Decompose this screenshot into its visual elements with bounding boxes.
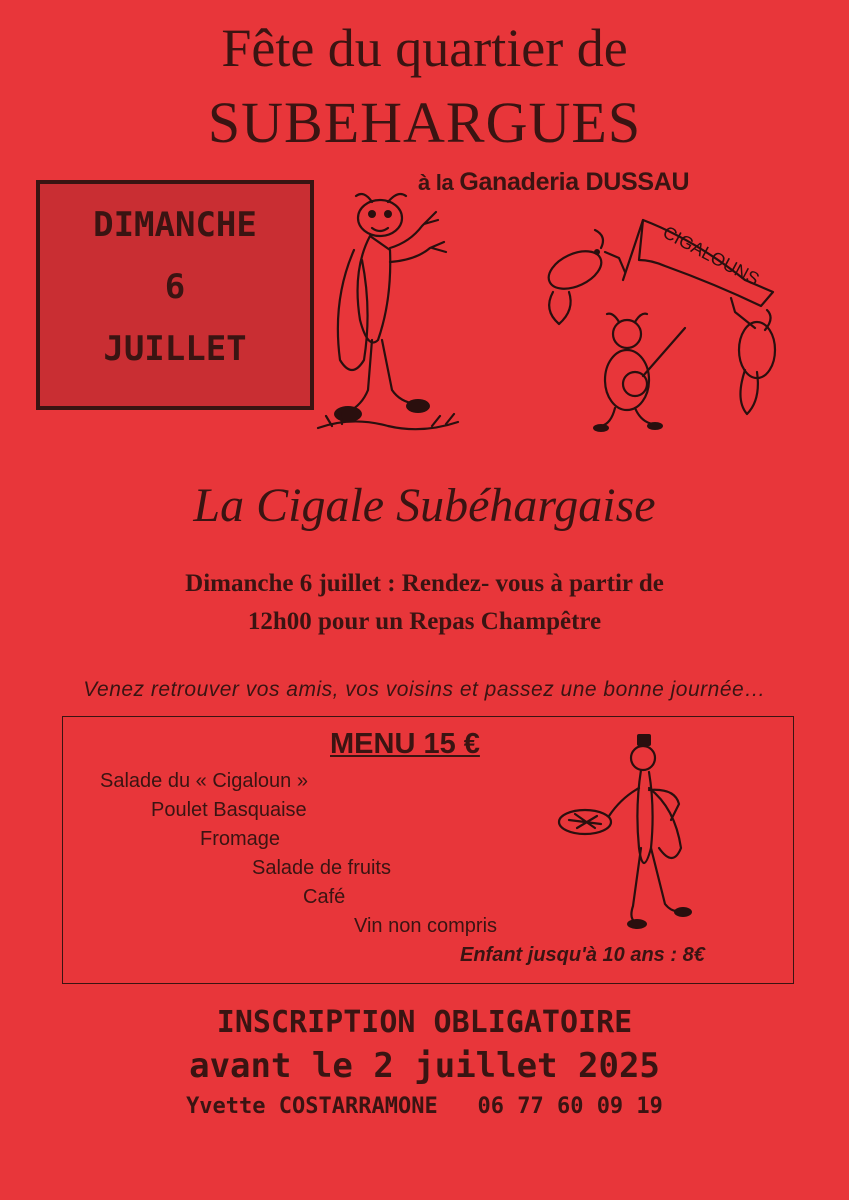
poster-title-line1: Fête du quartier de: [221, 18, 628, 78]
venue-prefix: à la: [418, 170, 454, 195]
banner-text: CIGALOUNS: [659, 222, 763, 290]
menu-title: MENU 15 €: [330, 728, 480, 760]
menu-item: Salade de fruits: [252, 857, 391, 879]
contact-phone: 06 77 60 09 19: [477, 1094, 663, 1119]
rendezvous-line1: Dimanche 6 juillet : Rendez- vous à partir de: [185, 570, 664, 597]
venue-name: Ganaderia DUSSAU: [459, 168, 690, 196]
contact-name: Yvette COSTARRAMONE: [186, 1094, 438, 1119]
contact-line: [0, 1094, 849, 1119]
cicada-band-icon: [535, 200, 795, 440]
menu-item: Vin non compris: [354, 915, 498, 937]
registration-deadline: avant le 2 juillet 2025: [189, 1046, 660, 1086]
rendezvous-text: [0, 565, 849, 641]
child-price: Enfant jusqu'à 10 ans : 8€: [460, 944, 705, 966]
menu-item: Salade du « Cigaloun »: [100, 770, 308, 792]
cicada-waiter-icon: [555, 728, 705, 938]
date-day-name: DIMANCHE: [93, 205, 257, 245]
registration-notice: INSCRIPTION OBLIGATOIRE: [216, 1005, 633, 1040]
menu-item: Café: [303, 886, 346, 908]
poster-title-line2: SUBEHARGUES: [207, 90, 642, 155]
menu-item: Poulet Basquaise: [151, 799, 307, 821]
cicada-waving-icon: [312, 190, 462, 440]
date-month: JUILLET: [103, 329, 247, 369]
rendezvous-line2: 12h00 pour un Repas Champêtre: [247, 608, 602, 635]
tagline: Venez retrouver vos amis, vos voisins et passez une bonne journée…: [83, 678, 766, 701]
date-box: [36, 180, 314, 410]
association-name: La Cigale Subéhargaise: [193, 479, 656, 532]
menu-item: Fromage: [200, 828, 281, 850]
date-day-number: 6: [164, 267, 186, 307]
